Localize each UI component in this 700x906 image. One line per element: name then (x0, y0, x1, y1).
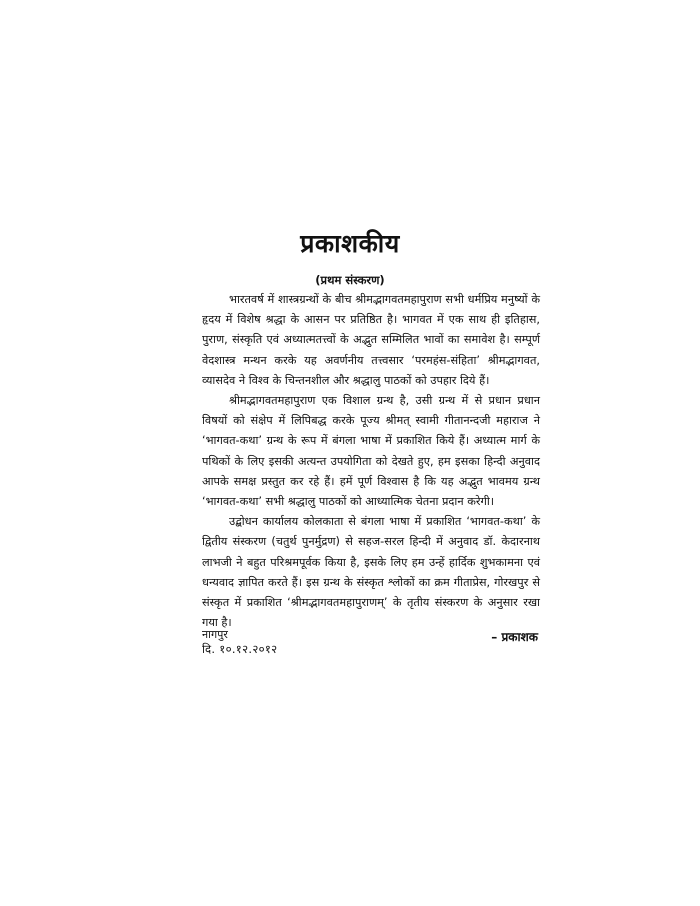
place-label: नागपुर (202, 628, 228, 641)
paragraph-3: उद्बोधन कार्यालय कोलकाता से बंगला भाषा में प्रकाशित ‘भागवत-कथा’ के द्वितीय संस्करण (चतुर्थ पुनर्मुद्रण) से सहज-सरल हिन्दी में अनुवाद डॉ. केदारनाथ लाभजी ने बहुत परिश्रमपूर्वक किया है, इसके लिए हम उन्हें हार्दिक शुभकामना एवं धन्यवाद ज्ञापित करते हैं। इस ग्रन्थ के संस्कृत श्लोकों का क्रम गीताप्रेस, गोरखपुर से संस्कृत में प्रकाशित ‘श्रीमद्भागवतमहापुराणम्’ के तृतीय संस्करण के अनुसार रखा गया है। (202, 515, 540, 630)
paragraph-1: भारतवर्ष में शास्त्रग्रन्थों के बीच श्रीमद्भागवतमहापुराण सभी धर्मप्रिय मनुष्यों के हृदय में विशेष श्रद्धा के आसन पर प्रतिष्ठित है। भागवत में एक साथ ही इतिहास, पुराण, संस्कृति एवं अध्यात्मतत्त्वों के अद्भुत सम्मिलित भावों का समावेश है। सम्पूर्ण वेदशास्त्र मन्थन करके यह अवर्णनीय तत्त्वसार ‘परमहंस-संहिता’ श्रीमद्भागवत, व्यासदेव ने विश्व के चिन्तनशील और श्रद्धालु पाठकों को उपहार दिये हैं। (202, 293, 540, 387)
page-title: प्रकाशकीय (300, 229, 400, 258)
paragraph-2: श्रीमद्भागवतमहापुराण एक विशाल ग्रन्थ है, उसी ग्रन्थ में से प्रधान प्रधान विषयों को संक्षेप में लिपिबद्ध करके पूज्य श्रीमत् स्वामी गीतानन्दजी महाराज ने ‘भागवत-कथा’ ग्रन्थ के रूप में बंगला भाषा में प्रकाशित किये हैं। अध्यात्म मार्ग के पथिकों के लिए इसकी अत्यन्त उपयोगिता को देखते हुए, हम इसका हिन्दी अनुवाद आपके समक्ष प्रस्तुत कर रहे हैं। हमें पूर्ण विश्वास है कि यह अद्भुत भावमय ग्रन्थ ‘भागवत-कथा’ सभी श्रद्धालु पाठकों को आध्यात्मिक चेतना प्रदान करेगी। (202, 394, 540, 509)
edition-subtitle: (प्रथम संस्करण) (315, 273, 385, 287)
body-text (202, 290, 540, 633)
date-label: दि. १०.१२.२०१२ (202, 642, 278, 656)
publisher-signature: – प्रकाशक (491, 630, 538, 644)
